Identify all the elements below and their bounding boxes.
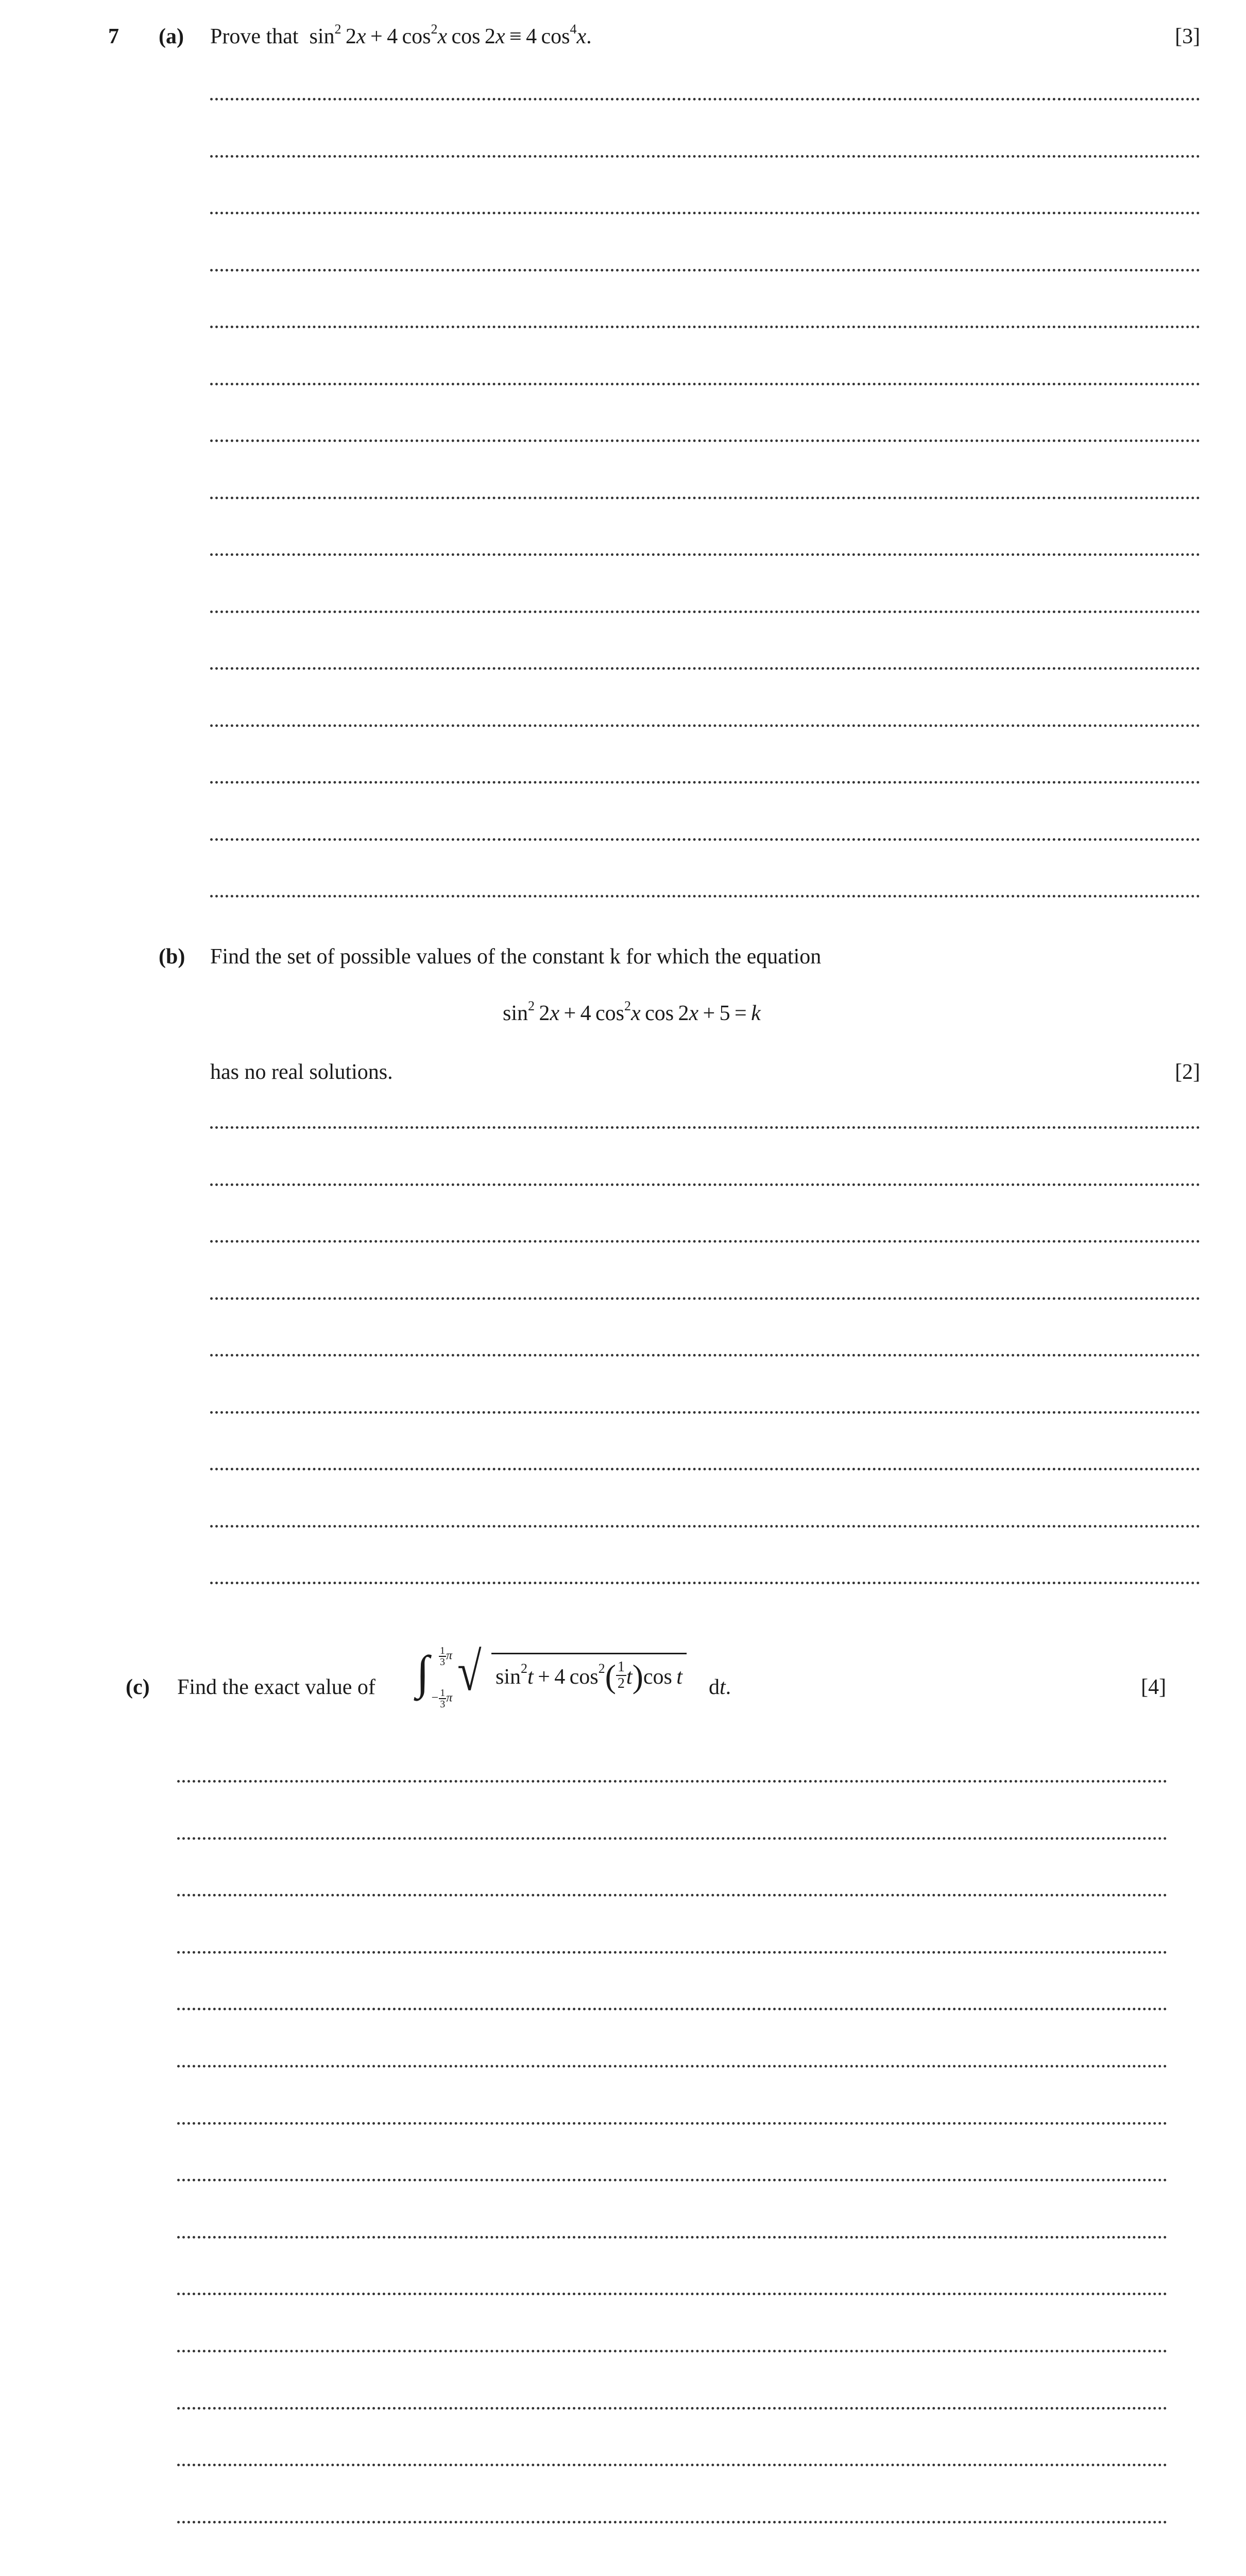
answer-line[interactable] (177, 2179, 1167, 2181)
answer-line[interactable] (177, 2464, 1167, 2466)
answer-line[interactable] (210, 1582, 1200, 1584)
answer-line[interactable] (210, 326, 1200, 328)
lower-limit: − $\frac{1}{3}$ π (431, 1687, 453, 1710)
answer-line[interactable] (210, 838, 1200, 841)
integral-sign: ∫ (416, 1646, 430, 1699)
answer-line[interactable] (177, 1837, 1167, 1840)
answer-line[interactable] (210, 781, 1200, 784)
part-b-label: (b) (159, 945, 185, 969)
answer-line[interactable] (177, 2065, 1167, 2067)
part-a-label: (a) (159, 25, 184, 48)
answer-line[interactable] (210, 1183, 1200, 1186)
answer-line[interactable] (210, 155, 1200, 158)
answer-line[interactable] (177, 2236, 1167, 2239)
answer-line[interactable] (210, 1354, 1200, 1357)
part-b-conclusion: has no real solutions. (210, 1060, 393, 1084)
answer-line[interactable] (177, 1894, 1167, 1896)
answer-line[interactable] (210, 1240, 1200, 1243)
question-number: 7 (108, 25, 119, 48)
part-b-prompt (210, 944, 821, 970)
part-a-prompt-line (210, 24, 592, 49)
answer-line[interactable] (210, 1411, 1200, 1414)
part-c-label: (c) (126, 1675, 150, 1699)
answer-line[interactable] (177, 2407, 1167, 2410)
answer-line[interactable] (177, 2008, 1167, 2010)
answer-line[interactable] (210, 269, 1200, 272)
answer-line[interactable] (210, 667, 1200, 670)
answer-line[interactable] (177, 2122, 1167, 2125)
square-root-sign: √ (457, 1641, 482, 1702)
answer-line[interactable] (177, 2521, 1167, 2523)
part-c-marks: [4] (1141, 1675, 1166, 1699)
part-b-prompt-text: Find the set of possible values of the constant k for which the equation (210, 945, 822, 969)
upper-limit: $\frac{1}{3}$ π (440, 1645, 453, 1668)
part-b-equation: $\sin^2 2x + 4$ $\cos^2x$ cos 2x + 5 = k (503, 998, 761, 1025)
part-a-marks: [3] (1175, 25, 1200, 48)
answer-line[interactable] (210, 1468, 1200, 1470)
part-c-integrand-tail: dt. (709, 1675, 731, 1699)
answer-line[interactable] (210, 724, 1200, 727)
radicand: $\sin^2t + 4$ $\cos^2$( $\frac{1}{2}$ t)cos t (491, 1653, 687, 1694)
answer-line[interactable] (177, 2293, 1167, 2295)
part-a-identity: $\sin^2 2x + 4$ $\cos^2x$ cos 2x ≡ 4 $\cos^4x$. (303, 22, 592, 48)
answer-line[interactable] (210, 553, 1200, 556)
answer-line[interactable] (177, 1780, 1167, 1783)
answer-line[interactable] (210, 1525, 1200, 1528)
answer-line[interactable] (210, 1297, 1200, 1300)
answer-line[interactable] (210, 611, 1200, 613)
answer-line[interactable] (210, 383, 1200, 385)
answer-line[interactable] (210, 98, 1200, 100)
answer-line[interactable] (210, 895, 1200, 897)
part-b-marks: [2] (1175, 1060, 1200, 1084)
answer-line[interactable] (177, 1951, 1167, 1954)
answer-line[interactable] (177, 2350, 1167, 2352)
answer-line[interactable] (210, 497, 1200, 499)
answer-line[interactable] (210, 212, 1200, 214)
part-c-integral (416, 1641, 705, 1710)
part-c-prompt: Find the exact value of (177, 1675, 375, 1699)
part-a-prompt: Prove that (210, 25, 299, 48)
answer-line[interactable] (210, 439, 1200, 442)
answer-line[interactable] (210, 1126, 1200, 1129)
